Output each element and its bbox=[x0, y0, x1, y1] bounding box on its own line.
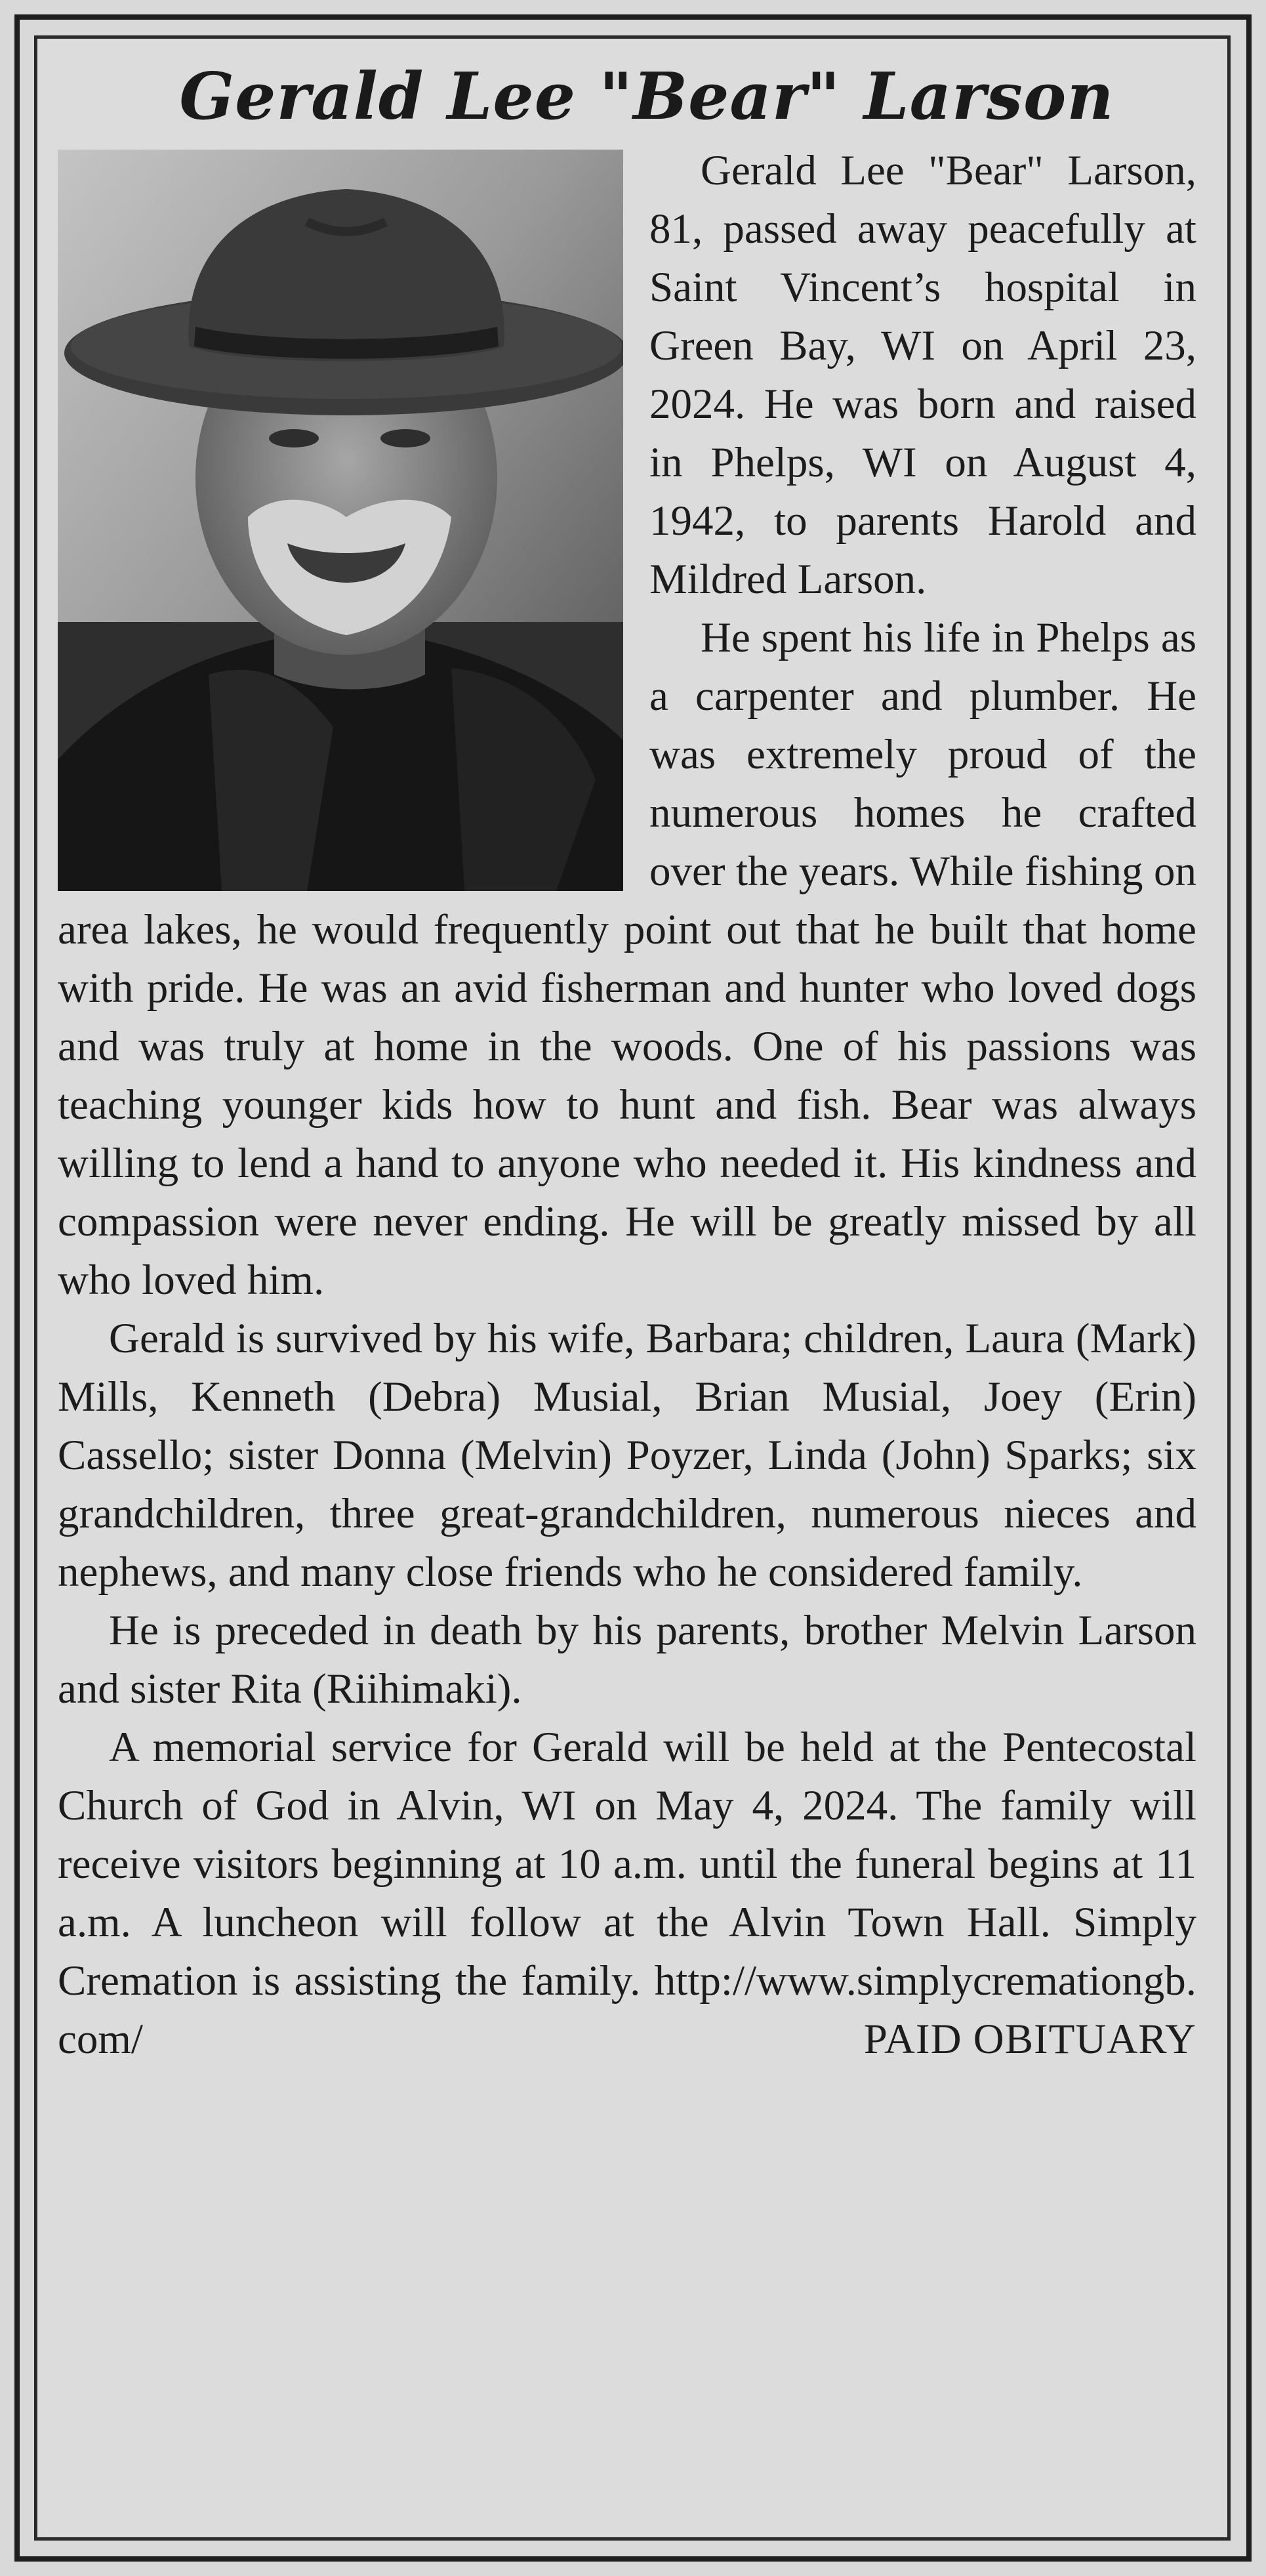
paid-obituary-label: PAID OBITUARY bbox=[863, 2016, 1196, 2063]
paragraph-preceded: He is preceded in death by his parents, brother Melvin Larson and sister Rita (Riihimaki). bbox=[58, 1607, 1196, 1713]
paragraph-life: He spent his life in Phelps as a carpenter and plumber. He was extremely proud of the numerous homes he crafted over the years. While fishing on area lakes, he would frequently point out that he built that home with pride. He was an avid fisherman and hunter who loved dogs and was truly at home in the woods. One of his passions was teaching younger kids how to hunt and fish. Bear was always willing to lend a hand to anyone who needed it. His kindness and compassion were never ending. He will be greatly missed by all who loved him. bbox=[58, 614, 1196, 1304]
obituary-article bbox=[58, 59, 1196, 2526]
paragraph-memorial bbox=[58, 1718, 1196, 2069]
portrait-photo bbox=[58, 150, 623, 891]
obituary-title: Gerald Lee "Bear" Larson bbox=[179, 59, 1114, 135]
paragraph-biography: Gerald Lee "Bear" Larson, 81, passed away peacefully at Saint Vincent’s hospital in Green Bay, WI on April 23, 2024. He was born and raised in Phelps, WI on August 4, 1942, to parents Harold and Mildred Larson. bbox=[649, 147, 1196, 603]
portrait-photo-icon bbox=[58, 150, 623, 891]
website-link[interactable]: http://www.simplycremationgb.com/ bbox=[58, 1957, 1197, 2063]
paragraph-survivors: Gerald is survived by his wife, Barbara; children, Laura (Mark) Mills, Kenneth (Debra) Musial, Brian Musial, Joey (Erin) Cassello; sister Donna (Melvin) Poyzer, Linda (John) Sparks; six grandchildren, three great-grandchildren, numerous nieces and nephews, and many close friends who he considered family. bbox=[58, 1315, 1196, 1596]
memorial-text: A memorial service for Gerald will be held at the Pentecostal Church of God in Alvin, WI on May 4, 2024. The family will receive visitors beginning at 10 a.m. until the funeral begins at 11 a.m. A luncheon will follow at the Alvin Town Hall. Simply Cremation is assisting the family. bbox=[58, 1724, 1196, 2005]
